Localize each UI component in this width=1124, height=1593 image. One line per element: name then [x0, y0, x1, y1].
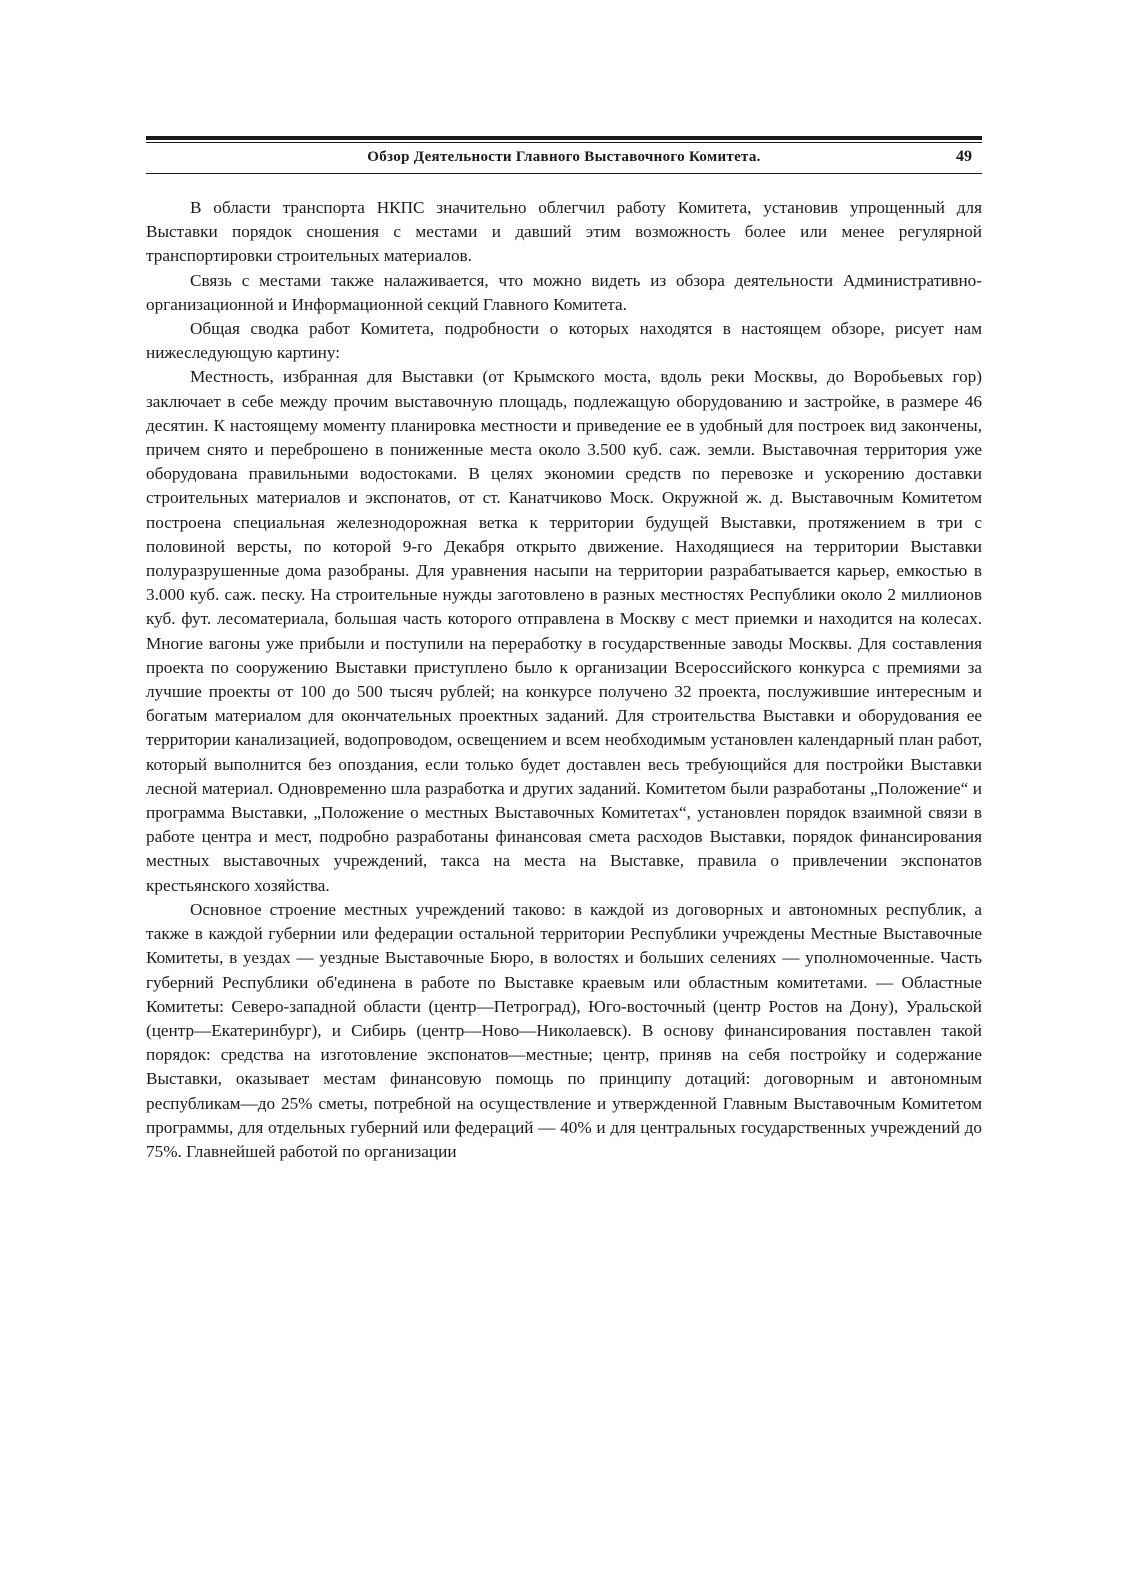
paragraph-site-description: Местность, избранная для Выставки (от Крымского моста, вдоль реки Москвы, до Воробьевых гор) заключает в себе между прочим выставочную площадь, подлежащую оборудованию и застройке, в размере 46 десятин. К настоящему моменту планировка местности и приведение ее в удобный для построек вид закончены, причем снято и переброшено в пониженные места около 3.500 куб. саж. земли. Выставочная территория уже оборудована правильными водостоками. В целях экономии средств по перевозке и ускорению доставки строительных материалов и экспонатов, от ст. Канатчиково Моск. Окружной ж. д. Выставочным Комитетом построена специальная железнодорожная ветка к территории будущей Выставки, протяжением в три с половиной версты, по которой 9-го Декабря открыто движение. Находящиеся на территории Выставки полуразрушенные дома разобраны. Для уравнения насыпи на территории разрабатывается карьер, емкостью в 3.000 куб. саж. песку. На строительные нужды заготовлено в разных местностях Республики около 2 миллионов куб. фут. лесоматериала, большая часть которого отправлена в Москву с мест приемки и находится на колесах. Многие вагоны уже прибыли и поступили на переработку в государственные заводы Москвы. Для составления проекта по сооружению Выставки приступлено было к организации Всероссийского конкурса с премиями за лучшие проекты от 100 до 500 тысяч рублей; на конкурсе получено 32 проекта, послужившие интересным и богатым материалом для окончательных проектных заданий. Для строительства Выставки и оборудования ее территории канализацией, водопроводом, освещением и всем необходимым установлен календарный план работ, который выполнится без опоздания, если только будет доставлен весь требующийся для постройки Выставки лесной материал. Одновременно шла разработка и других заданий. Комитетом были разработаны „Положение“ и программа Выставки, „Положение о местных Выставочных Комитетах“, установлен порядок взаимной связи в работе центра и мест, подробно разработаны финансовая смета расходов Выставки, порядок финансирования местных выставочных учреждений, такса на места на Выставке, правила о привлечении экспонатов крестьянского хозяйства.: [146, 367, 982, 895]
header-rule-thin: [146, 142, 982, 143]
header-rule-thick: [146, 136, 982, 140]
body-text: [146, 196, 982, 1164]
paragraph-local-structure: Основное строение местных учреждений таково: в каждой из договорных и автономных республик, а также в каждой губернии или федерации остальной территории Республики учреждены Местные Выставочные Комитеты, в уездах — уездные Выставочные Бюро, в волостях и больших селениях — уполномоченные. Часть губерний Республики об'единена в работе по Выставке краевым или областным комитетами. — Областные Комитеты: Северо-западной области (центр—Петроград), Юго-восточный (центр Ростов на Дону), Уральской (центр—Екатеринбург), и Сибирь (центр—Ново—Николаевск). В основу финансирования поставлен такой порядок: средства на изготовление экспонатов—местные; центр, приняв на себя постройку и содержание Выставки, оказывает местам финансовую помощь по принципу дотаций: договорным и автономным республикам—до 25% сметы, потребной на осуществление и утвержденной Главным Выставочным Комитетом программы, для отдельных губерний или федераций — 40% и для центральных государственных учреждений до 75%. Главнейшей работой по организации: [146, 899, 982, 1161]
page-number: 49: [956, 148, 972, 165]
paragraph-transport: В области транспорта НКПС значительно облегчил работу Комитета, установив упрощенный для Выставки порядок сношения с местами и давший этим возможность более или менее регулярной транспортировки строительных материалов.: [146, 198, 982, 266]
paragraph-summary-intro: Общая сводка работ Комитета, подробности о которых находятся в настоящем обзоре, рисует нам нижеследующую картину:: [146, 319, 982, 363]
running-head: [146, 146, 982, 170]
paragraph-local-connection: Связь с местами также налаживается, что можно видеть из обзора деятельности Административно-организационной и Информационной секций Главного Комитета.: [146, 270, 982, 314]
header-rule-bottom: [146, 173, 982, 174]
running-title: Обзор Деятельности Главного Выставочного Комитета.: [367, 149, 761, 165]
